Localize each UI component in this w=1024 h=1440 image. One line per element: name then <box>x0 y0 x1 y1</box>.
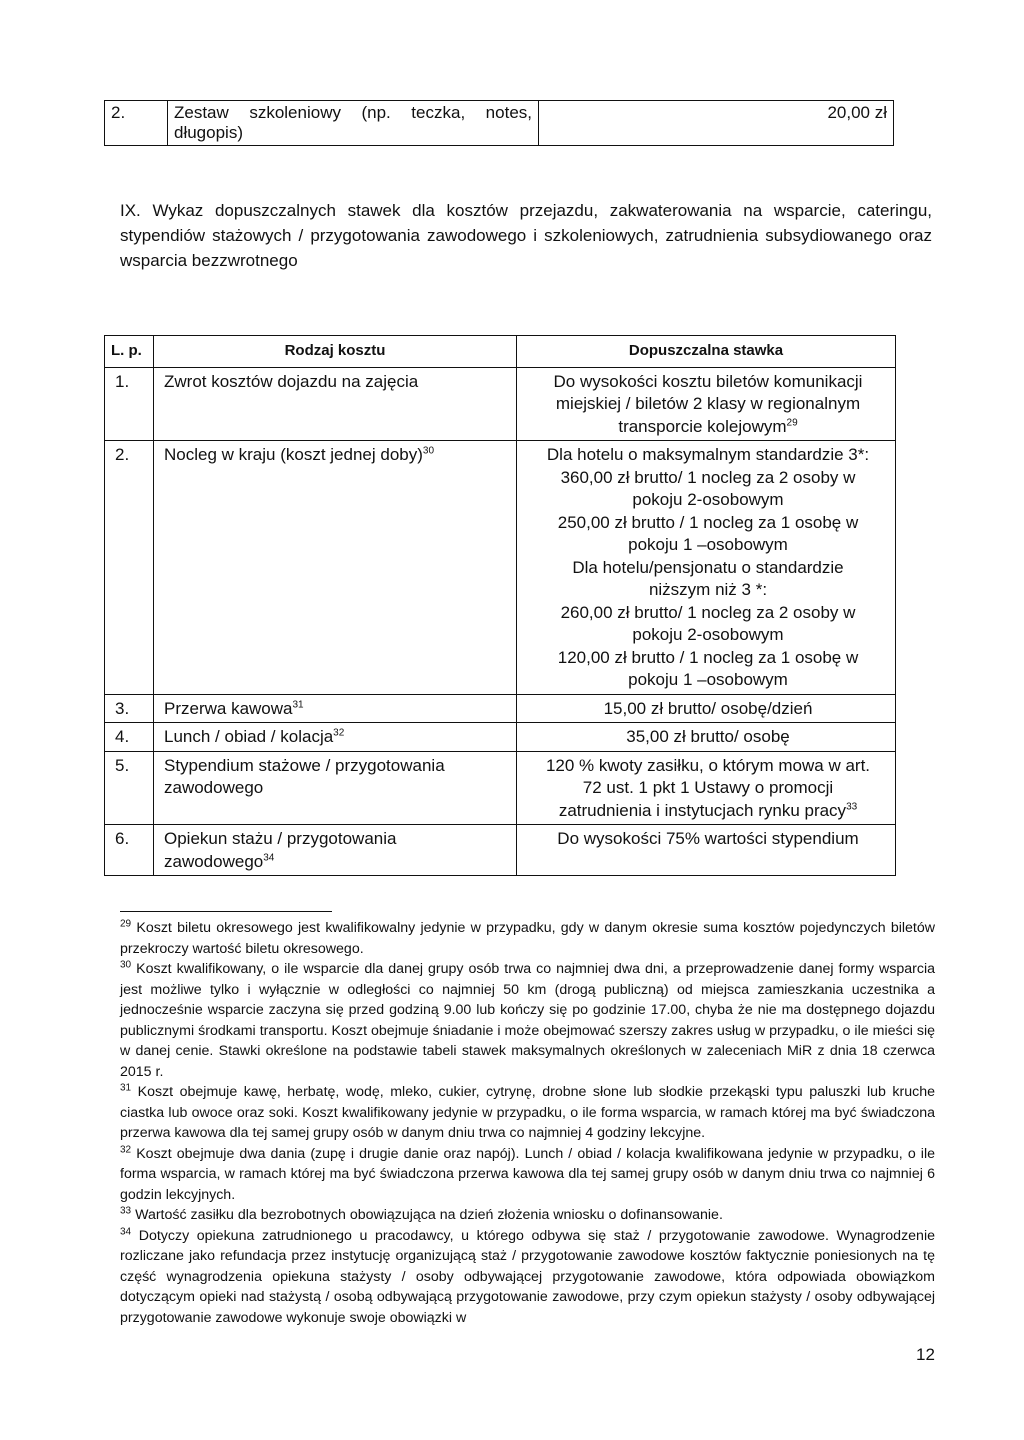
cost-text: Lunch / obiad / kolacja <box>164 727 334 746</box>
section-heading: IX. Wykaz dopuszczalnych stawek dla kosztów przejazdu, zakwaterowania na wsparcie, cateringu, stypendiów stażowych / przygotowania zawodowego i szkoleniowych, zatrudnienia subsydiowanego oraz wsparcia bezzwrotnego <box>120 201 932 270</box>
row-cost-type <box>154 441 517 695</box>
row-lp: 2. <box>105 101 168 146</box>
rate-line: Do wysokości kosztu biletów komunikacji <box>553 371 863 391</box>
cost-text: Przerwa kawowa <box>164 698 293 718</box>
footnote <box>120 959 935 1082</box>
row-allowed-rate <box>517 751 896 825</box>
table-row <box>105 723 896 752</box>
rate-line: 120,00 zł brutto / 1 nocleg za 1 osobę w <box>557 647 859 667</box>
cost-text: Zwrot kosztów dojazdu na zajęcia <box>164 371 419 391</box>
footnote-text: Koszt biletu okresowego jest kwalifikowalny jedynie w przypadku, gdy w danym okresie suma kosztów pojedynczych biletów przekroczy wartość biletu okresowego. <box>120 920 935 957</box>
cost-text: Stypendium stażowe / przygotowania zawodowego <box>164 755 445 797</box>
footnote-ref: 32 <box>333 727 345 739</box>
row-cost-type <box>154 723 517 752</box>
page-number: 12 <box>916 1345 935 1364</box>
kit-cost-table-body <box>105 101 894 146</box>
footnote-text: Koszt obejmuje kawę, herbatę, wodę, mleko, cukier, cytrynę, drobne słone lub słodkie przekąski typu paluszki lub kruche ciastka lub owoce oraz soki. Koszt kwalifikowany jedynie w przypadku, o ile forma wsparcia, w ramach której ma być świadczona przerwa kawowa dla tej samej grupy osób w danym dniu trwa co najmniej 4 godziny lekcyjne. <box>120 1084 935 1141</box>
row-allowed-rate <box>517 441 896 695</box>
row-allowed-rate <box>517 694 896 723</box>
footnote-number: 32 <box>120 1143 132 1155</box>
table-row <box>105 751 896 825</box>
footnote-number: 30 <box>120 959 132 971</box>
footnote-number: 34 <box>120 1225 132 1237</box>
footnote-number: 29 <box>120 918 132 930</box>
rate-line: 360,00 zł brutto/ 1 nocleg za 2 osoby w <box>560 467 856 487</box>
table-row <box>105 825 896 876</box>
rate-line: zatrudnienia i instytucjach rynku pracy <box>558 800 847 820</box>
row-lp: 6. <box>105 825 154 876</box>
row-lp: 1. <box>105 367 154 441</box>
rate-line: Do wysokości 75% wartości stypendium <box>557 829 859 848</box>
rate-line-with-ref <box>527 416 889 439</box>
rate-line-with-ref <box>527 800 889 823</box>
row-cost-type <box>154 825 517 876</box>
header-allowed-rate: Dopuszczalna stawka <box>517 336 896 368</box>
footnote-text: Wartość zasiłku dla bezrobotnych obowiązująca na dzień złożenia wniosku o dofinansowanie. <box>135 1207 723 1223</box>
rate-line: pokoju 1 –osobowym <box>628 535 788 554</box>
rate-line: 250,00 zł brutto / 1 nocleg za 1 osobę w <box>557 512 859 532</box>
header-lp: L. p. <box>105 336 154 368</box>
rate-line: Dla hotelu/pensjonatu o standardzie <box>572 557 844 577</box>
row-lp: 3. <box>105 694 154 723</box>
row-lp: 5. <box>105 751 154 825</box>
kit-cost-table <box>104 100 894 146</box>
rate-line: transporcie kolejowym <box>618 416 787 436</box>
rate-line: pokoju 2-osobowym <box>632 625 784 644</box>
footnote-ref: 34 <box>263 851 275 863</box>
footnote-ref: 30 <box>422 445 435 457</box>
footnote-text: Koszt obejmuje dwa dania (zupę i drugie danie oraz napój). Lunch / obiad / kolacja kwalifikowana jedynie w przypadku, o ile forma wsparcia, w ramach której ma być świadczona przerwa kawowa dla tej samej grupy osób w danym dniu trwa co najmniej 6 godzin lekcyjnych. <box>120 1145 935 1203</box>
footnote-separator <box>120 911 332 912</box>
row-allowed-rate <box>517 825 896 876</box>
rate-line: miejskiej / biletów 2 klasy w regionalnym <box>555 394 861 413</box>
rate-line: 15,00 zł brutto/ osobę/dzień <box>603 698 813 718</box>
row-item: Zestaw szkoleniowy (np. teczka, notes, długopis) <box>168 101 539 146</box>
cost-text: Opiekun stażu / przygotowania zawodowego <box>164 829 397 871</box>
table-row <box>105 441 896 695</box>
rates-table <box>104 335 896 876</box>
footnote-number: 33 <box>120 1205 132 1217</box>
rate-line: niższym niż 3 *: <box>648 580 768 599</box>
cost-text: Nocleg w kraju (koszt jednej doby) <box>164 445 423 464</box>
row-cost-type <box>154 694 517 723</box>
rates-table-body <box>105 367 896 876</box>
table-row <box>105 694 896 723</box>
rate-line: 72 ust. 1 pkt 1 Ustawy o promocji <box>582 778 834 797</box>
rate-line: 260,00 zł brutto/ 1 nocleg za 2 osoby w <box>560 602 856 622</box>
table-row <box>105 101 894 146</box>
row-amount: 20,00 zł <box>539 101 894 146</box>
row-lp: 2. <box>105 441 154 695</box>
footnote <box>120 1144 935 1206</box>
rate-line: Dla hotelu o maksymalnym standardzie 3*: <box>546 445 870 464</box>
footnote <box>120 1205 935 1226</box>
row-lp: 4. <box>105 723 154 752</box>
header-cost-type: Rodzaj kosztu <box>154 336 517 368</box>
row-allowed-rate <box>517 367 896 441</box>
rates-header-row <box>105 336 896 368</box>
footnote <box>120 1082 935 1144</box>
footnote-number: 31 <box>120 1082 132 1094</box>
rate-line: 35,00 zł brutto/ osobę <box>626 727 790 746</box>
footnote-ref: 33 <box>846 800 858 812</box>
footnotes <box>120 918 935 1328</box>
rate-line: pokoju 2-osobowym <box>632 490 784 509</box>
footnote-text: Dotyczy opiekuna zatrudnionego u pracodawcy, u którego odbywa się staż / przygotowanie zawodowe. Wynagrodzenie rozliczane jako refundacja przez instytucję organizującą staż / przygotowanie zawodowe kosztów faktycznie poniesionych na tę część wynagrodzenia opiekuna stażysty / osoby odbywającej przygotowanie zawodowe, która odpowiada obowiązkom dotyczącym opieki nad stażystą / osobą odbywającą przygotowanie zawodowe, przy czym opiekun stażysty / osoby odbywającej przygotowanie zawodowe wykonuje swoje obowiązki w <box>120 1227 935 1326</box>
footnote <box>120 1226 935 1329</box>
footnote-ref: 29 <box>786 416 798 428</box>
rate-line: pokoju 1 –osobowym <box>628 670 788 689</box>
row-allowed-rate <box>517 723 896 752</box>
footnote <box>120 918 935 959</box>
footnote-ref: 31 <box>292 698 304 710</box>
row-cost-type <box>154 367 517 441</box>
rate-line: 120 % kwoty zasiłku, o którym mowa w art. <box>545 755 871 775</box>
row-cost-type <box>154 751 517 825</box>
table-row <box>105 367 896 441</box>
footnote-text: Koszt kwalifikowany, o ile wsparcie dla danej grupy osób trwa co najmniej dwa dni, a przeprowadzenie danej formy wsparcia jest możliwe tylko i wyłącznie w odległości co najmniej 50 km (drogą publiczną) od miejsca zamieszkania uczestnika a jednocześnie wsparcie zaczyna się przed godziną 9.00 lub kończy się po godzinie 17.00, chyba że nie ma dostępnego dojazdu publicznymi środkami transportu. Koszt obejmuje śniadanie i może obejmować szerszy zakres usług w przypadku, o ile mieści się w danej cenie. Stawki określone na podstawie tabeli stawek maksymalnych określonych w zaleceniach MiR z dnia 18 czerwca 2015 r. <box>120 961 935 1080</box>
